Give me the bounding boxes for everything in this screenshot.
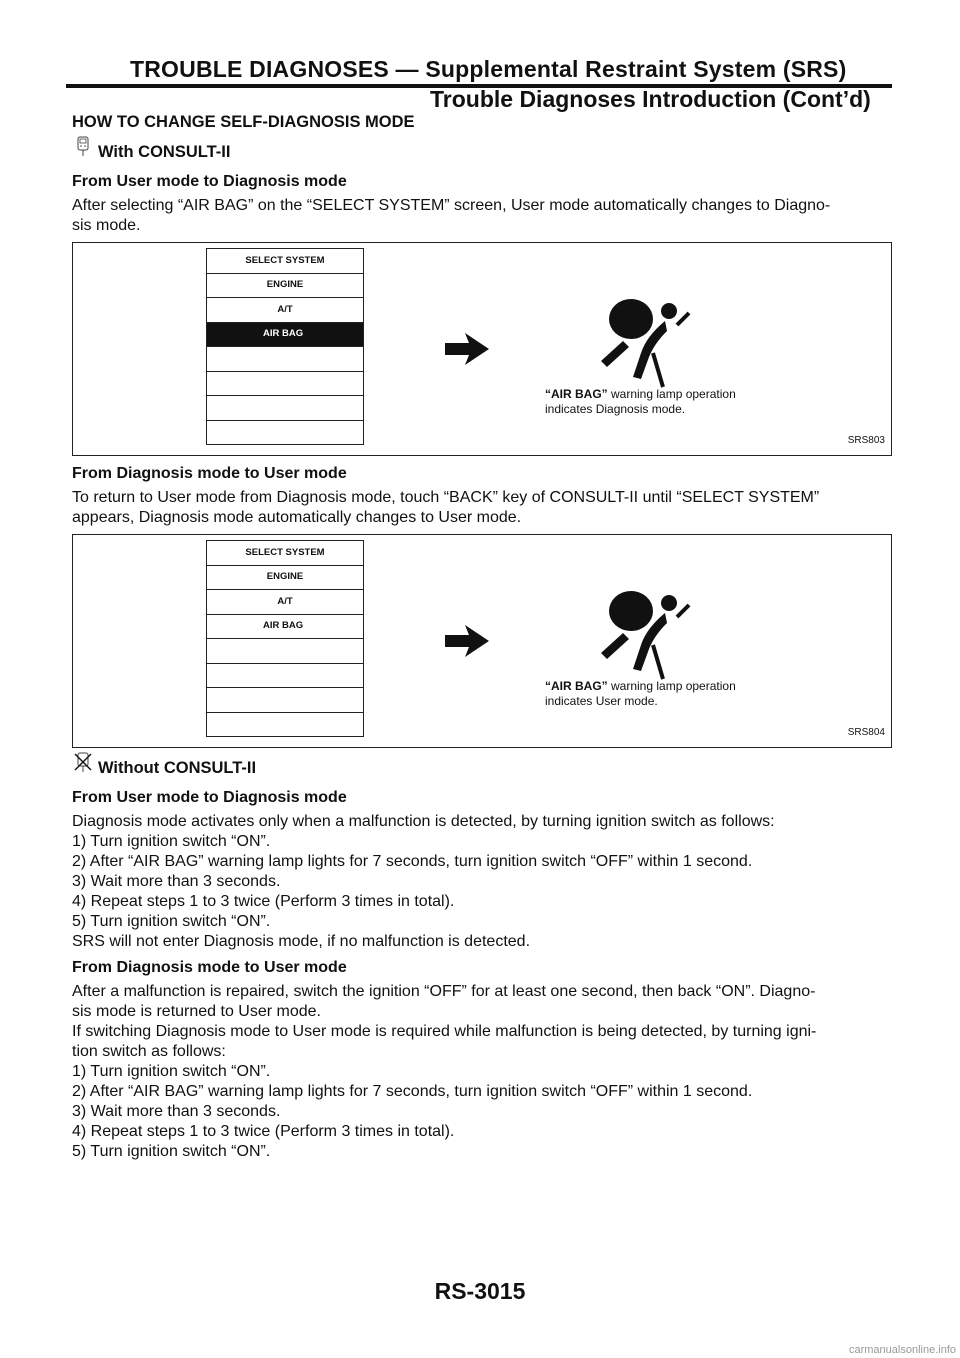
- manual-user-to-diag-text: [72, 812, 892, 952]
- menu-empty-row: [207, 347, 363, 372]
- text-line: SRS will not enter Diagnosis mode, if no malfunction is detected.: [72, 933, 531, 950]
- caption-text: warning lamp operation: [607, 387, 736, 401]
- text-line: 3) Wait more than 3 seconds.: [72, 1103, 281, 1120]
- figure-caption: [545, 387, 736, 417]
- figure-srs804: [72, 534, 892, 748]
- manual-diag-to-user-heading: From Diagnosis mode to User mode: [72, 959, 347, 976]
- text-line: 4) Repeat steps 1 to 3 twice (Perform 3 times in total).: [72, 1123, 455, 1140]
- caption-text: indicates Diagnosis mode.: [545, 402, 686, 416]
- page-content: [72, 112, 892, 1168]
- section-title: HOW TO CHANGE SELF-DIAGNOSIS MODE: [72, 113, 415, 131]
- menu-empty-row: [207, 421, 363, 445]
- page-header-subtitle: Trouble Diagnoses Introduction (Cont’d): [430, 86, 871, 112]
- menu-empty-row: [207, 713, 363, 737]
- select-system-menu: [206, 248, 364, 445]
- consult-user-to-diag-text: [72, 196, 892, 236]
- menu-empty-row: [207, 664, 363, 689]
- right-arrow-icon: [443, 623, 491, 659]
- menu-empty-row: [207, 639, 363, 664]
- consult-tool-icon: [72, 136, 94, 158]
- text-line: 1) Turn ignition switch “ON”.: [72, 1063, 271, 1080]
- caption-text: warning lamp operation: [607, 679, 736, 693]
- text-line: 1) Turn ignition switch “ON”.: [72, 833, 271, 850]
- text-line: 2) After “AIR BAG” warning lamp lights for 7 seconds, turn ignition switch “OFF” within 1 second.: [72, 853, 753, 870]
- select-system-menu: [206, 540, 364, 737]
- text-line: After a malfunction is repaired, switch the ignition “OFF” for at least one second, then back “ON”. Diagno-: [72, 983, 816, 1000]
- page-header-title: TROUBLE DIAGNOSES — Supplemental Restraint System (SRS): [130, 56, 847, 82]
- figure-code: SRS804: [847, 727, 885, 738]
- airbag-warning-lamp-icon: [593, 583, 703, 683]
- menu-item-engine: ENGINE: [207, 274, 363, 299]
- page-number: RS-3015: [434, 1278, 526, 1304]
- menu-title: SELECT SYSTEM: [207, 249, 363, 274]
- menu-empty-row: [207, 688, 363, 713]
- figure-srs803: [72, 242, 892, 456]
- text-line: To return to User mode from Diagnosis mode, touch “BACK” key of CONSULT-II until “SELECT SYSTEM”: [72, 489, 820, 506]
- no-consult-tool-icon: [72, 752, 94, 774]
- text-line: 5) Turn ignition switch “ON”.: [72, 1143, 271, 1160]
- consult-diag-to-user-text: [72, 488, 892, 528]
- text-line: appears, Diagnosis mode automatically changes to User mode.: [72, 509, 522, 526]
- text-line: 5) Turn ignition switch “ON”.: [72, 913, 271, 930]
- menu-item-airbag: AIR BAG: [207, 615, 363, 640]
- consult-user-to-diag-heading: From User mode to Diagnosis mode: [72, 173, 347, 190]
- text-line: If switching Diagnosis mode to User mode is required while malfunction is being detected, by turning igni-: [72, 1023, 817, 1040]
- figure-code: SRS803: [847, 435, 885, 446]
- manual-diag-to-user-text: [72, 982, 892, 1162]
- text-line: Diagnosis mode activates only when a malfunction is detected, by turning ignition switch as follows:: [72, 813, 775, 830]
- menu-item-at: A/T: [207, 590, 363, 615]
- without-consult-heading: [72, 756, 892, 778]
- menu-item-airbag-selected: AIR BAG: [207, 323, 363, 348]
- menu-item-engine: ENGINE: [207, 566, 363, 591]
- menu-empty-row: [207, 372, 363, 397]
- figure-caption: [545, 679, 736, 709]
- menu-empty-row: [207, 396, 363, 421]
- text-line: 3) Wait more than 3 seconds.: [72, 873, 281, 890]
- right-arrow-icon: [443, 331, 491, 367]
- menu-title: SELECT SYSTEM: [207, 541, 363, 566]
- manual-user-to-diag-heading: From User mode to Diagnosis mode: [72, 789, 347, 806]
- with-consult-heading: [72, 140, 892, 162]
- caption-airbag: “AIR BAG”: [545, 387, 608, 401]
- airbag-warning-lamp-icon: [593, 291, 703, 391]
- text-line: tion switch as follows:: [72, 1043, 226, 1060]
- text-line: After selecting “AIR BAG” on the “SELECT SYSTEM” screen, User mode automatically changes to Diagno-: [72, 197, 831, 214]
- without-consult-label: Without CONSULT-II: [98, 759, 257, 777]
- text-line: 4) Repeat steps 1 to 3 twice (Perform 3 times in total).: [72, 893, 455, 910]
- caption-text: indicates User mode.: [545, 694, 658, 708]
- menu-item-at: A/T: [207, 298, 363, 323]
- text-line: sis mode is returned to User mode.: [72, 1003, 321, 1020]
- text-line: sis mode.: [72, 217, 141, 234]
- text-line: 2) After “AIR BAG” warning lamp lights for 7 seconds, turn ignition switch “OFF” within 1 second.: [72, 1083, 753, 1100]
- consult-diag-to-user-heading: From Diagnosis mode to User mode: [72, 465, 347, 482]
- watermark: carmanualsonline.info: [848, 1344, 956, 1356]
- caption-airbag: “AIR BAG”: [545, 679, 608, 693]
- with-consult-label: With CONSULT-II: [98, 143, 231, 161]
